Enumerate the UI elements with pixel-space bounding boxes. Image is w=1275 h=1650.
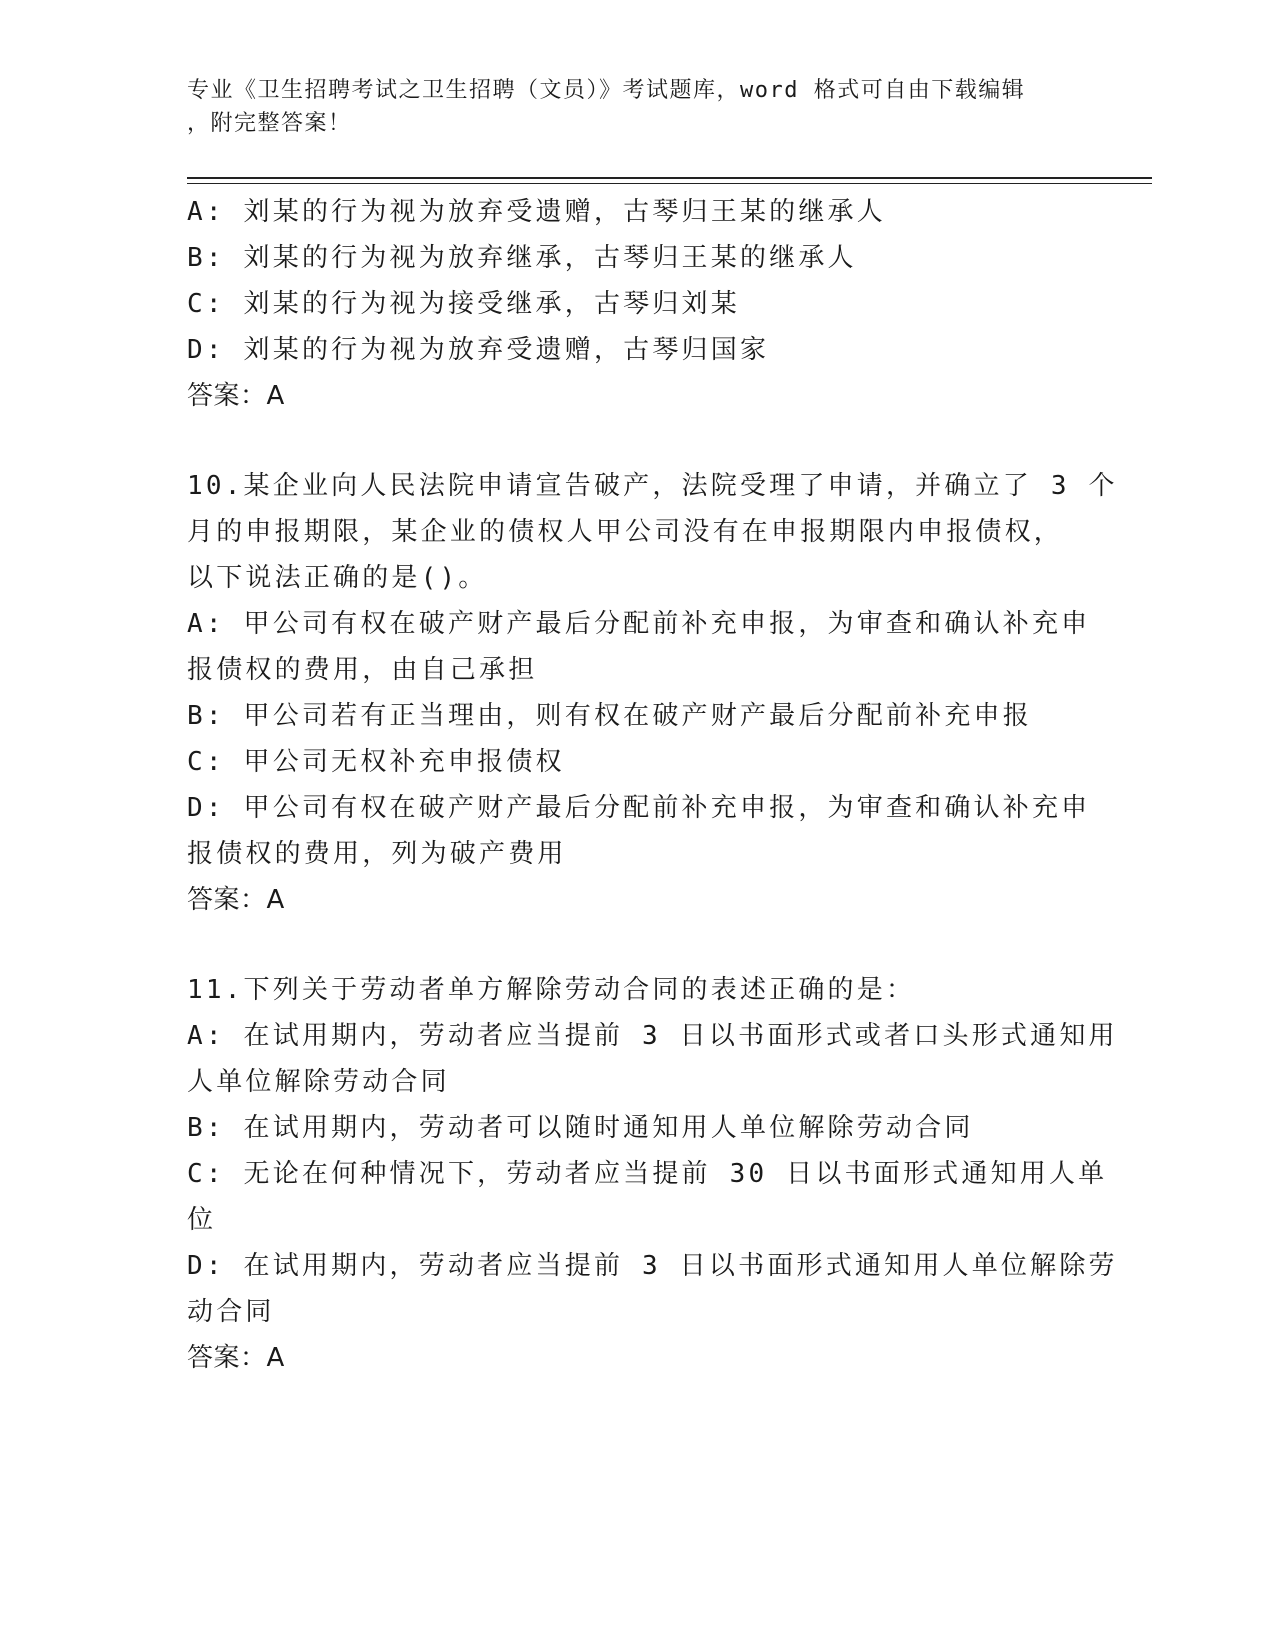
q9-option-a: A: 刘某的行为视为放弃受遗赠，古琴归王某的继承人 (187, 197, 886, 227)
q10-stem-line-2: 月的申报期限，某企业的债权人甲公司没有在申报期限内申报债权， (187, 517, 1064, 547)
question-9-block (187, 189, 1077, 419)
q11-stem-line-1: 11.下列关于劳动者单方解除劳动合同的表述正确的是： (187, 975, 916, 1005)
question-10-block (187, 463, 1118, 923)
q10-option-b (187, 693, 1077, 739)
q10-answer: 答案：A (187, 885, 285, 915)
q11-option-b-line-1: B: 在试用期内，劳动者可以随时通知用人单位解除劳动合同 (187, 1113, 974, 1143)
q9-option-d: D: 刘某的行为视为放弃受遗赠，古琴归国家 (187, 335, 770, 365)
q10-option-a-line-2: 报债权的费用，由自己承担 (187, 655, 538, 685)
q11-option-d-line-2: 动合同 (187, 1297, 275, 1327)
q10-option-d-line-1: D: 甲公司有权在破产财产最后分配前补充申报，为审查和确认补充申 (187, 793, 1091, 823)
q10-stem-line-1: 10.某企业向人民法院申请宣告破产，法院受理了申请，并确立了 3 个 (187, 471, 1118, 501)
q11-option-c-line-1: C: 无论在何种情况下，劳动者应当提前 30 日以书面形式通知用人单 (187, 1159, 1108, 1189)
q10-option-d (187, 785, 1091, 877)
q11-option-b (187, 1105, 1077, 1151)
question-content (187, 189, 1118, 1381)
q10-option-a-line-1: A: 甲公司有权在破产财产最后分配前补充申报，为审查和确认补充申 (187, 609, 1091, 639)
header-line-1: 专业《卫生招聘考试之卫生招聘（文员）》考试题库，word 格式可自由下载编辑 (187, 78, 1026, 103)
q11-option-a-line-1: A: 在试用期内，劳动者应当提前 3 日以书面形式或者口头形式通知用 (187, 1021, 1118, 1051)
q11-option-d-line-1: D: 在试用期内，劳动者应当提前 3 日以书面形式通知用人单位解除劳 (187, 1251, 1118, 1281)
q11-option-a (187, 1013, 1118, 1105)
q10-option-d-line-2: 报债权的费用，列为破产费用 (187, 839, 567, 869)
question-11-block (187, 967, 1118, 1381)
q9-option-c: C: 刘某的行为视为接受继承，古琴归刘某 (187, 289, 740, 319)
header-divider-thick (187, 177, 1152, 179)
q11-option-c (187, 1151, 1108, 1243)
q11-option-d (187, 1243, 1118, 1335)
spacer (187, 923, 1077, 967)
spacer (187, 419, 1077, 463)
q11-option-c-line-2: 位 (187, 1205, 217, 1235)
q9-answer: 答案：A (187, 381, 285, 411)
q10-option-b-line-1: B: 甲公司若有正当理由，则有权在破产财产最后分配前补充申报 (187, 701, 1032, 731)
q11-option-a-line-2: 人单位解除劳动合同 (187, 1067, 450, 1097)
q10-option-c-line-1: C: 甲公司无权补充申报债权 (187, 747, 565, 777)
q10-stem-line-3: 以下说法正确的是()。 (187, 563, 488, 593)
q10-option-a (187, 601, 1091, 693)
document-header (187, 74, 1067, 140)
q9-option-b: B: 刘某的行为视为放弃继承，古琴归王某的继承人 (187, 243, 857, 273)
q10-option-c (187, 739, 1077, 785)
header-line-2: ，附完整答案！ (187, 111, 352, 136)
q11-answer: 答案：A (187, 1343, 285, 1373)
header-divider-thin (187, 183, 1152, 184)
